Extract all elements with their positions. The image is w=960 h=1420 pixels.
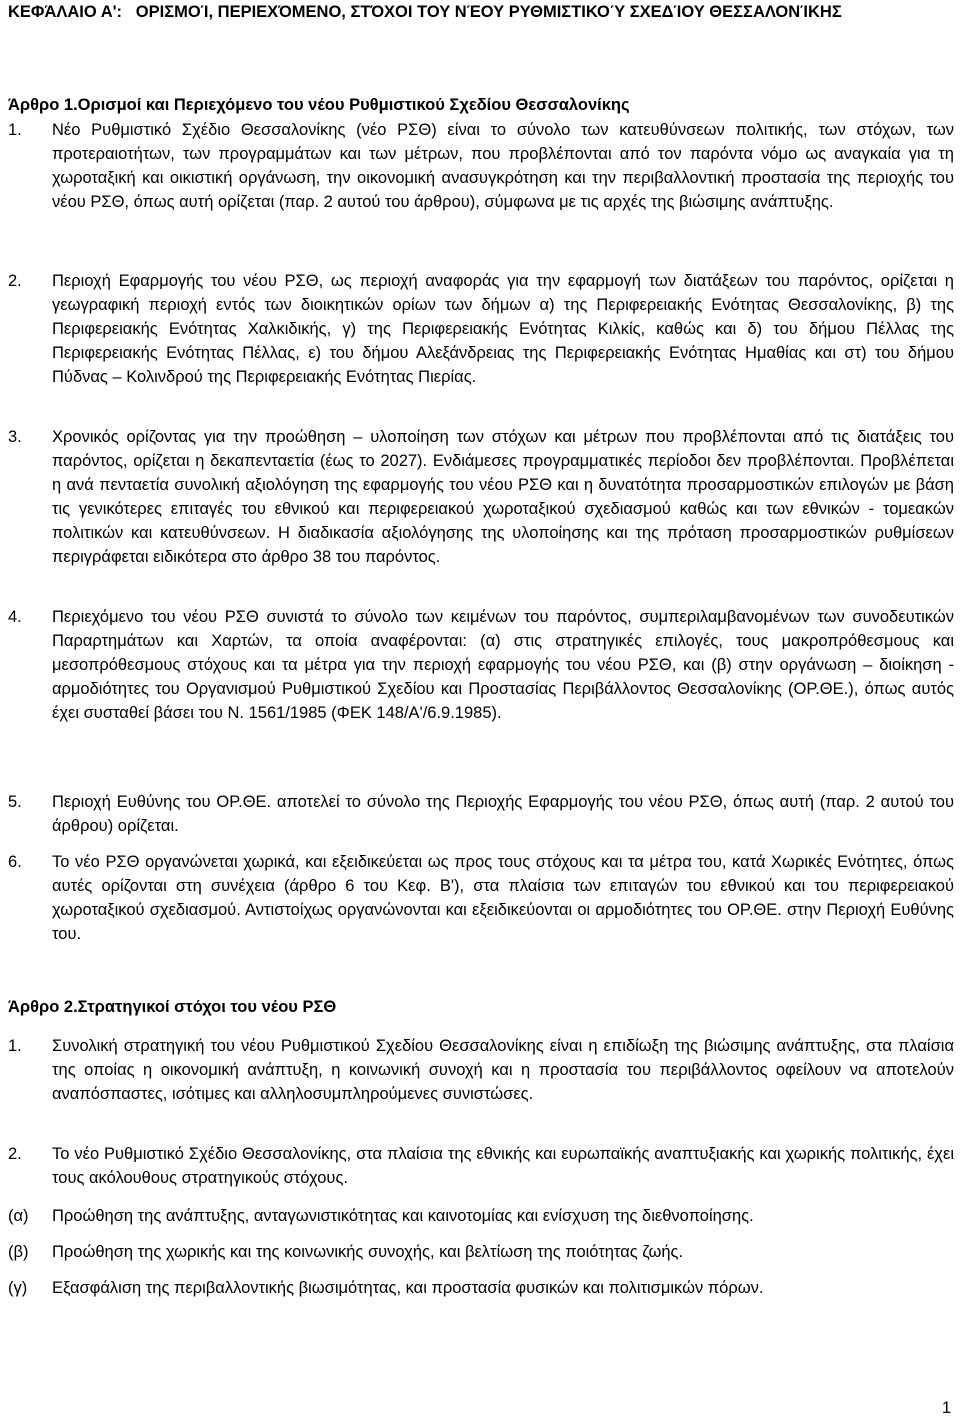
- paragraph-number: 4.: [8, 608, 22, 626]
- article-1-paragraph-6: [8, 850, 954, 946]
- article-1-paragraph-2: [8, 269, 954, 389]
- paragraph-text: Νέο Ρυθμιστικό Σχέδιο Θεσσαλονίκης (νέο ΡΣΘ) είναι το σύνολο των κατευθύνσεων πολιτικής, των στόχων, των προτεραιοτήτων, των προγραμμάτων και των μέτρων, που προβλέπονται από τον παρόντα νόμο ως αναγκαία για τη χωροταξική και οικιστική οργάνωση, την οικονομική ανασυγκρότηση και την περιβαλλοντική προστασία της περιοχής του νέου ΡΣΘ, όπως αυτή ορίζεται (παρ. 2 αυτού του άρθρου), σύμφωνα με τις αρχές της βιώσιμης ανάπτυξης.: [52, 121, 954, 212]
- article-1-title: Άρθρο 1.Ορισμοί και Περιεχόμενο του νέου Ρυθμιστικού Σχεδίου Θεσσαλονίκης: [8, 96, 630, 114]
- article-2-paragraph-1: [8, 1034, 954, 1106]
- goal-label: (γ): [8, 1279, 28, 1297]
- goal-label: (α): [8, 1207, 29, 1225]
- paragraph-text: Περιοχή Εφαρμογής του νέου ΡΣΘ, ως περιοχή αναφοράς για την εφαρμογή των διατάξεων του παρόντος, ορίζεται η γεωγραφική περιοχή εντός των διοικητικών ορίων των δήμων α) της Περιφερειακής Ενότητας Θεσσαλονίκης, β) της Περιφερειακής Ενότητας Χαλκιδικής, γ) της Περιφερειακής Ενότητας Κιλκίς, καθώς και δ) του δήμου Πέλλας της Περιφερειακής Ενότητας Πέλλας, ε) του δήμου Αλεξάνδρειας της Περιφερειακής Ενότητας Ημαθίας και στ) του δήμου Πύδνας – Κολινδρού της Περιφερειακής Ενότητας Πιερίας.: [52, 272, 954, 387]
- article-1-paragraph-3: [8, 425, 954, 570]
- paragraph-number: 2.: [8, 272, 22, 290]
- paragraph-number: 3.: [8, 428, 22, 446]
- paragraph-number: 1.: [8, 1037, 22, 1055]
- paragraph-number: 5.: [8, 793, 22, 811]
- goal-text: Εξασφάλιση της περιβαλλοντικής βιωσιμότητας, και προστασία φυσικών και πολιτισμικών πόρων.: [52, 1279, 764, 1297]
- article-1-paragraph-4: [8, 605, 954, 725]
- article-1-paragraph-1: [8, 118, 954, 214]
- paragraph-text: Χρονικός ορίζοντας για την προώθηση – υλοποίηση των στόχων και μέτρων που προβλέπονται από τις διατάξεις του παρόντος, ορίζεται η δεκαπενταετία (έως το 2027). Ενδιάμεσες προγραμματικές περίοδοι δεν προβλέπονται. Προβλέπεται η ανά πενταετία συνολική αξιολόγηση της εφαρμογής του νέου ΡΣΘ και η δυνατότητα προσαρμοστικών επιλογών με βάση τις γενικότερες επιταγές του εθνικού και περιφερειακού χωροταξικού σχεδιασμού καθώς και των εθνικών - τομεακών πολιτικών και κατευθύνσεων. Η διαδικασία αξιολόγησης της υλοποίησης και της πρόταση προσαρμοστικών ρυθμίσεων περιγράφεται ειδικότερα στο άρθρο 38 του παρόντος.: [52, 428, 954, 567]
- chapter-title: ΚΕΦΆΛΑΙΟ Α': ΟΡΙΣΜΟΊ, ΠΕΡΙΕΧΌΜΕΝΟ, ΣΤΌΧΟΙ ΤΟΥ ΝΈΟΥ ΡΥΘΜΙΣΤΙΚΟΎ ΣΧΕΔΊΟΥ ΘΕΣΣΑΛΟΝΊΚΗΣ: [8, 3, 842, 21]
- paragraph-text: Περιοχή Ευθύνης του ΟΡ.ΘΕ. αποτελεί το σύνολο της Περιοχής Εφαρμογής του νέου ΡΣΘ, όπως αυτή (παρ. 2 αυτού του άρθρου) ορίζεται.: [52, 793, 954, 836]
- article-2-paragraph-2: [8, 1142, 954, 1190]
- article-2-goal-b: [8, 1240, 954, 1264]
- article-2-title: Άρθρο 2.Στρατηγικοί στόχοι του νέου ΡΣΘ: [8, 998, 337, 1016]
- paragraph-text: Το νέο Ρυθμιστικό Σχέδιο Θεσσαλονίκης, στα πλαίσια της εθνικής και ευρωπαϊκής αναπτυξιακής και χωρικής πολιτικής, έχει τους ακόλουθους στρατηγικούς στόχους.: [52, 1145, 954, 1188]
- article-2-goal-c: [8, 1276, 954, 1300]
- article-1-paragraph-5: [8, 790, 954, 838]
- article-2-goal-a: [8, 1204, 954, 1228]
- paragraph-number: 2.: [8, 1145, 22, 1163]
- page-number: 1: [941, 1399, 951, 1417]
- paragraph-number: 6.: [8, 853, 22, 871]
- goal-text: Προώθηση της ανάπτυξης, ανταγωνιστικότητας και καινοτομίας και ενίσχυση της διεθνοποίησης.: [52, 1207, 754, 1225]
- paragraph-text: Περιεχόμενο του νέου ΡΣΘ συνιστά το σύνολο των κειμένων του παρόντος, συμπεριλαμβανομένων των συνοδευτικών Παραρτημάτων και Χαρτών, τα οποία αναφέρονται: (α) στις στρατηγικές επιλογές, τους μακροπρόθεσμους και μεσοπρόθεσμους στόχους και τα μέτρα για την περιοχή εφαρμογής του νέου ΡΣΘ, και (β) στην οργάνωση – διοίκηση - αρμοδιότητες του Οργανισμού Ρυθμιστικού Σχεδίου και Προστασίας Περιβάλλοντος Θεσσαλονίκης (ΟΡ.ΘΕ.), όπως αυτός έχει συσταθεί βάσει του Ν. 1561/1985 (ΦΕΚ 148/Α'/6.9.1985).: [52, 608, 954, 723]
- paragraph-text: Συνολική στρατηγική του νέου Ρυθμιστικού Σχεδίου Θεσσαλονίκης είναι η επιδίωξη της βιώσιμης ανάπτυξης, στα πλαίσια της οποίας η οικονομική ανάπτυξη, η κοινωνική συνοχή και η προστασία του περιβάλλοντος οφείλουν να αποτελούν αναπόσπαστες, ισότιμες και αλληλοσυμπληρούμενες συνιστώσες.: [52, 1037, 954, 1104]
- goal-text: Προώθηση της χωρικής και της κοινωνικής συνοχής, και βελτίωση της ποιότητας ζωής.: [52, 1243, 684, 1261]
- paragraph-text: Το νέο ΡΣΘ οργανώνεται χωρικά, και εξειδικεύεται ως προς τους στόχους και τα μέτρα του, κατά Χωρικές Ενότητες, όπως αυτές ορίζονται στη συνέχεια (άρθρο 6 του Κεφ. Β'), στα πλαίσια των επιταγών του εθνικού και του περιφερειακού χωροταξικού σχεδιασμού. Αντιστοίχως οργανώνονται και εξειδικεύονται οι αρμοδιότητες του ΟΡ.ΘΕ. στην Περιοχή Ευθύνης του.: [52, 853, 954, 944]
- goal-label: (β): [8, 1243, 29, 1261]
- paragraph-number: 1.: [8, 121, 22, 139]
